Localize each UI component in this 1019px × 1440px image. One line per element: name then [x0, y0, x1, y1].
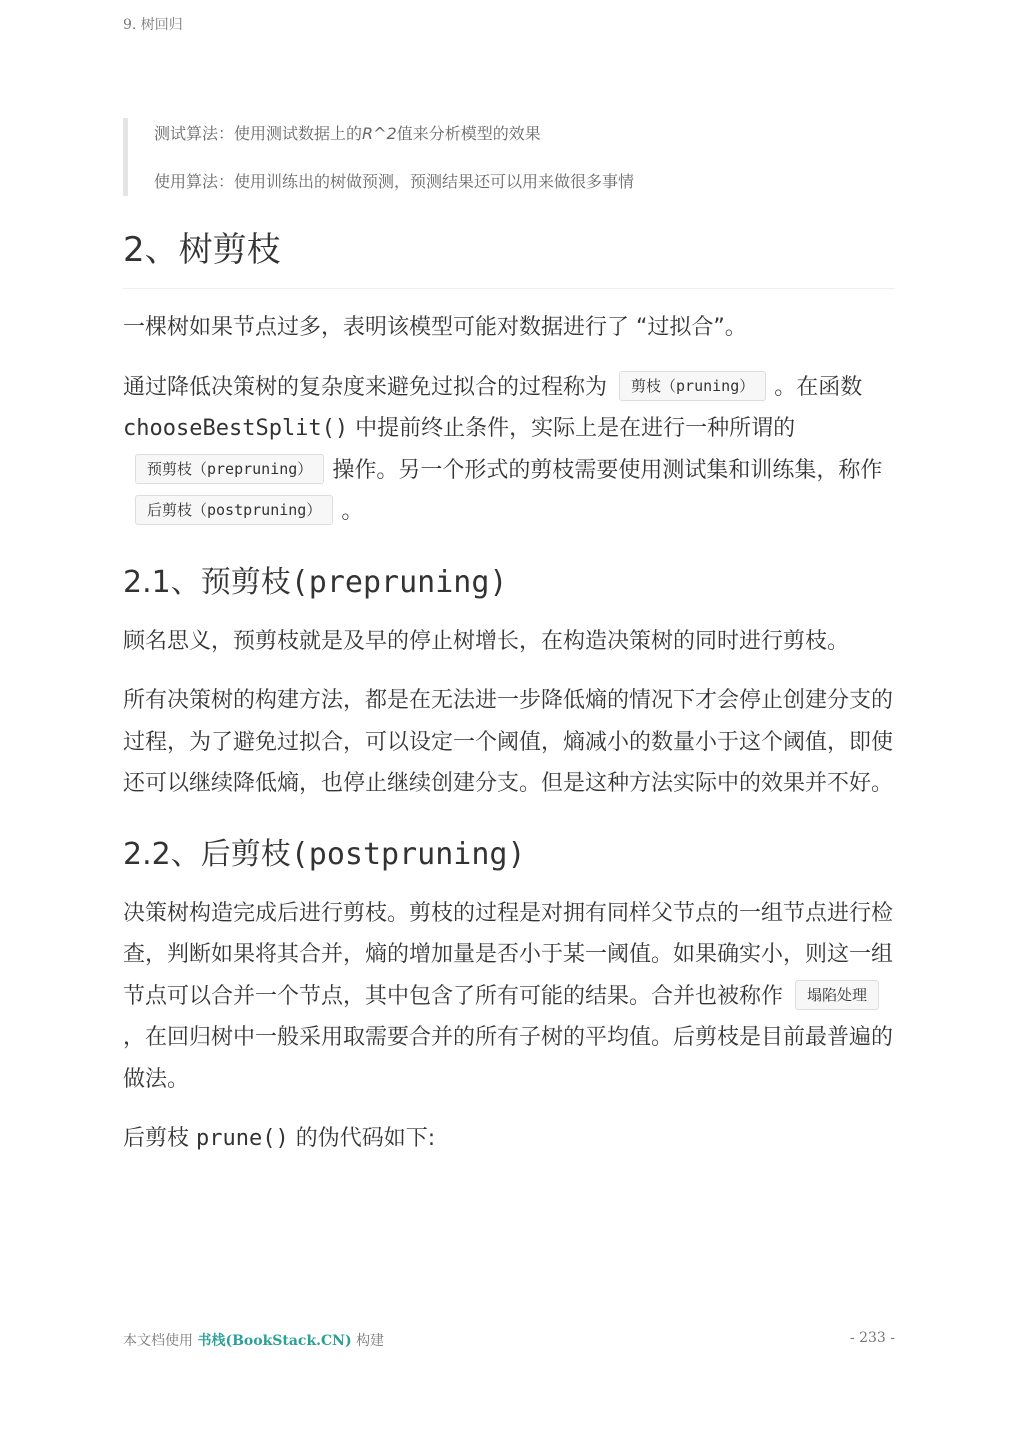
inline-code-postpruning: 后剪枝（postpruning）	[135, 495, 333, 525]
bookstack-link[interactable]: 书栈(BookStack.CN)	[197, 1333, 352, 1349]
inline-code-pruning: 剪枝（pruning）	[619, 371, 766, 401]
section-title-pruning: 2、树剪枝	[123, 226, 895, 289]
page-number: - 233 -	[849, 1330, 895, 1346]
math-r-squared: R^2	[362, 124, 397, 143]
quote-line-test: 测试算法：使用测试数据上的R^2值来分析模型的效果	[154, 124, 541, 143]
function-name-prune: prune()	[196, 1126, 289, 1151]
footer-credit: 本文档使用 书栈(BookStack.CN) 构建	[123, 1333, 385, 1349]
paragraph-prepruning-definition: 顾名思义，预剪枝就是及早的停止树增长，在构造决策树的同时进行剪枝。	[123, 628, 850, 654]
paragraph-prune-pseudocode-intro: 后剪枝 prune() 的伪代码如下:	[123, 1126, 436, 1151]
inline-code-collapse: 塌陷处理	[795, 980, 879, 1010]
quote-line-use: 使用算法：使用训练出的树做预测，预测结果还可以用来做很多事情	[154, 172, 635, 191]
inline-code-prepruning: 预剪枝（prepruning）	[135, 454, 324, 484]
document-content	[123, 118, 895, 1160]
subsection-title-prepruning: 2.1、预剪枝(prepruning)	[123, 564, 508, 600]
running-header: 9. 树回归	[123, 17, 183, 33]
paragraph-overfitting: 一棵树如果节点过多，表明该模型可能对数据进行了 “过拟合”。	[123, 315, 747, 340]
paragraph-prepruning-threshold: 所有决策树的构建方法，都是在无法进一步降低熵的情况下才会停止创建分支的过程，为了避免过拟合，可以设定一个阈值，熵减小的数量小于这个阈值，即使还可以继续降低熵，也停止继续创建分支。但是这种方法实际中的效果并不好。	[123, 688, 894, 796]
function-name-choosebestsplit: chooseBestSplit()	[123, 416, 349, 441]
subsection-title-postpruning: 2.2、后剪枝(postpruning)	[123, 836, 526, 872]
quote-block	[123, 118, 895, 196]
page-footer	[123, 1330, 895, 1350]
paragraph-pruning-intro: 通过降低决策树的复杂度来避免过拟合的过程称为 剪枝（pruning） 。在函数 chooseBestSplit() 中提前终止条件，实际上是在进行一种所谓的预剪枝（prepruning） 操作。另一个形式的剪枝需要使用测试集和训练集，称作后剪枝（postpruning） 。	[123, 367, 895, 533]
paragraph-postpruning-process: 决策树构造完成后进行剪枝。剪枝的过程是对拥有同样父节点的一组节点进行检查，判断如果将其合并，熵的增加量是否小于某一阈值。如果确实小，则这一组节点可以合并一个节点，其中包含了所有可能的结果。合并也被称作 塌陷处理，在回归树中一般采用取需要合并的所有子树的平均值。后剪枝是目前最普遍的做法。	[123, 900, 894, 1092]
